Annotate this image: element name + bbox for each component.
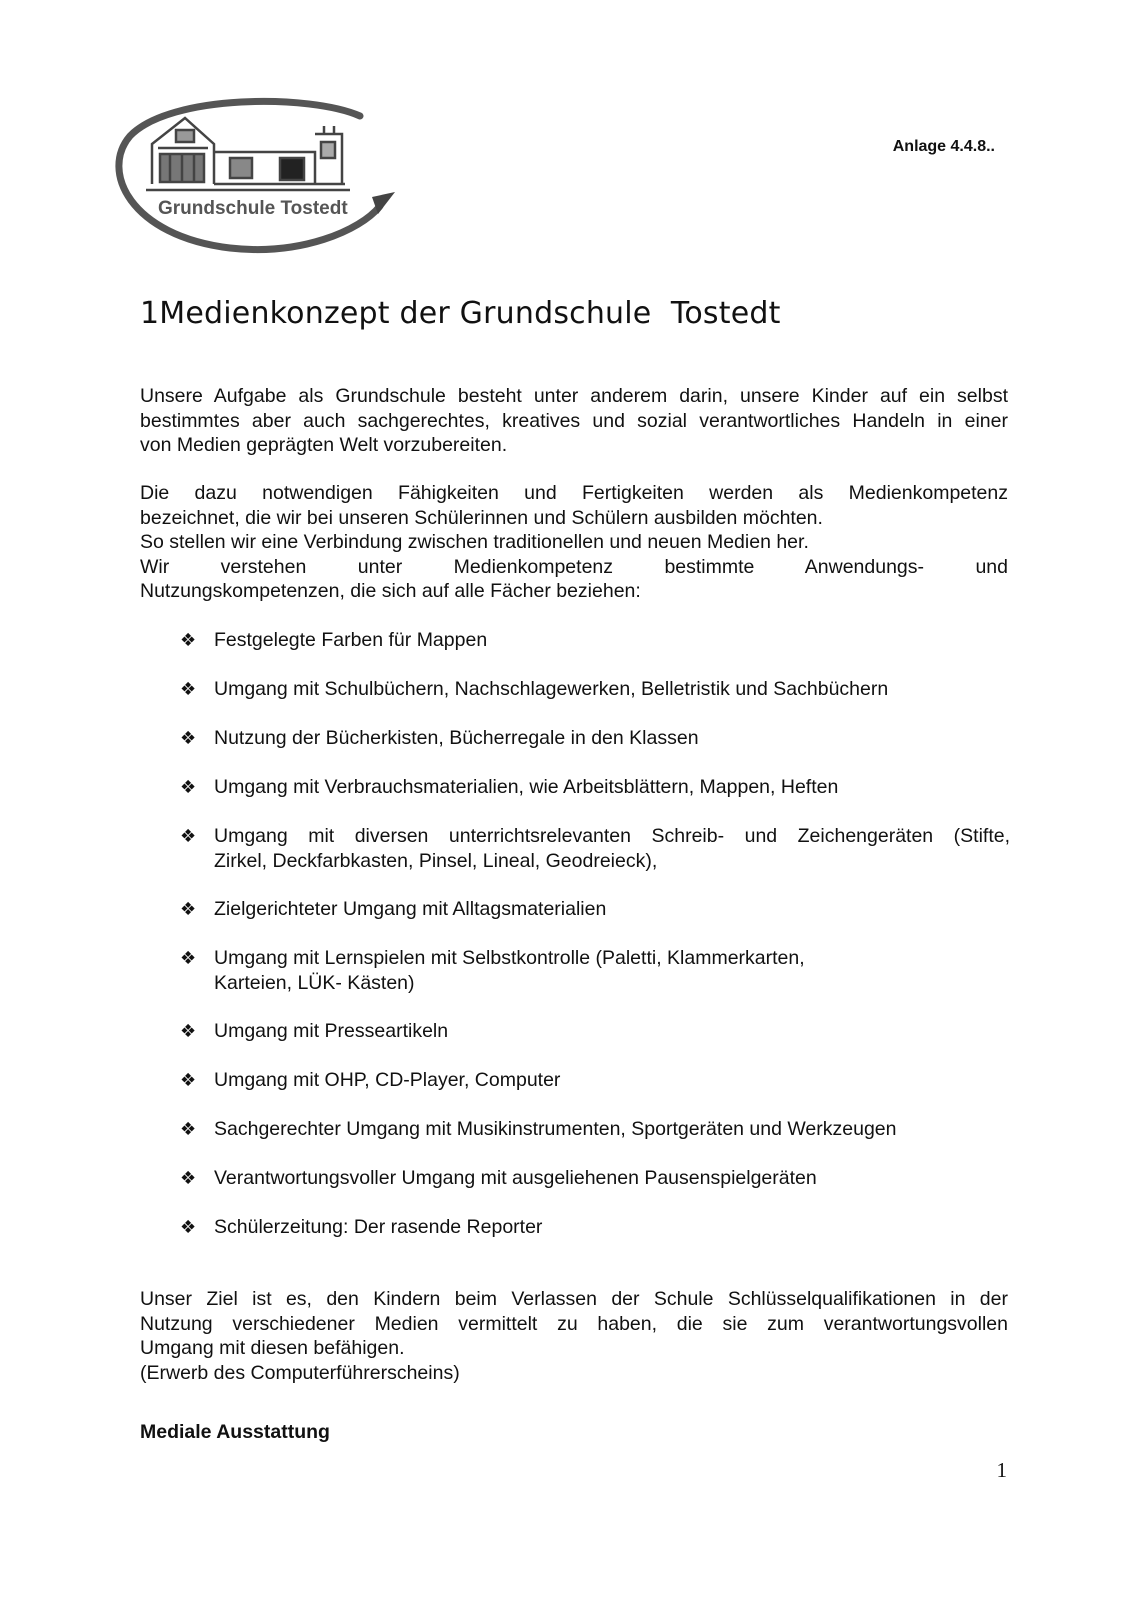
page-number: 1 bbox=[996, 1458, 1007, 1482]
school-logo bbox=[110, 96, 410, 266]
goal-paragraph bbox=[140, 1287, 1008, 1385]
paragraph-line: Die dazu notwendigen Fähigkeiten und Fertigkeiten werden als Medienkompetenz bbox=[140, 482, 1008, 504]
list-item-text: Nutzung der Bücherkisten, Bücherregale in den Klassen bbox=[214, 727, 699, 749]
diamond-bullet-icon: ❖ bbox=[180, 1168, 197, 1188]
diamond-bullet-icon: ❖ bbox=[180, 1070, 197, 1090]
attachment-label: Anlage 4.4.8.. bbox=[892, 138, 995, 155]
paragraph-line: Umgang mit diesen befähigen. bbox=[140, 1337, 405, 1359]
diamond-bullet-icon: ❖ bbox=[180, 948, 197, 968]
list-item-text: Schülerzeitung: Der rasende Reporter bbox=[214, 1216, 543, 1238]
paragraph-line: Unser Ziel ist es, den Kindern beim Verlassen der Schule Schlüsselqualifikationen in der bbox=[140, 1288, 1008, 1310]
school-building-logo-icon bbox=[110, 96, 410, 266]
paragraph-line: bezeichnet, die wir bei unseren Schülerinnen und Schülern ausbilden möchten. bbox=[140, 506, 823, 529]
paragraph-line: Nutzung verschiedener Medien vermittelt zu haben, die sie zum verantwortungsvollen bbox=[140, 1312, 1008, 1335]
diamond-bullet-icon: ❖ bbox=[180, 826, 197, 846]
list-item-text: Umgang mit Presseartikeln bbox=[214, 1020, 449, 1042]
paragraph-line: von Medien geprägten Welt vorzubereiten. bbox=[140, 434, 508, 456]
paragraph-line: So stellen wir eine Verbindung zwischen traditionellen und neuen Medien her. bbox=[140, 531, 809, 553]
diamond-bullet-icon: ❖ bbox=[180, 777, 197, 797]
diamond-bullet-icon: ❖ bbox=[180, 1217, 197, 1237]
list-item-text: Umgang mit Verbrauchsmaterialien, wie Arbeitsblättern, Mappen, Heften bbox=[214, 776, 839, 798]
diamond-bullet-icon: ❖ bbox=[180, 1021, 197, 1041]
list-item-text: Umgang mit OHP, CD-Player, Computer bbox=[214, 1069, 561, 1091]
intro-paragraph bbox=[140, 384, 1008, 458]
list-item-text: Festgelegte Farben für Mappen bbox=[214, 629, 488, 651]
list-item-text: Karteien, LÜK- Kästen) bbox=[214, 971, 415, 994]
list-item-text: Umgang mit Schulbüchern, Nachschlagewerken, Belletristik und Sachbüchern bbox=[214, 678, 889, 700]
diamond-bullet-icon: ❖ bbox=[180, 728, 197, 748]
diamond-bullet-icon: ❖ bbox=[180, 630, 197, 650]
list-item-text: Umgang mit Lernspielen mit Selbstkontrolle (Paletti, Klammerkarten, bbox=[214, 947, 805, 969]
list-item-text: Verantwortungsvoller Umgang mit ausgeliehenen Pausenspielgeräten bbox=[214, 1167, 817, 1189]
diamond-bullet-icon: ❖ bbox=[180, 1119, 197, 1139]
list-item-text: Umgang mit diversen unterrichtsrelevanten Schreib- und Zeichengeräten (Stifte, bbox=[214, 825, 1010, 847]
paragraph-line: bestimmtes aber auch sachgerechtes, kreatives und sozial verantwortliches Handeln in einer bbox=[140, 409, 1008, 432]
logo-text: Grundschule Tostedt bbox=[158, 198, 348, 219]
diamond-bullet-icon: ❖ bbox=[180, 899, 197, 919]
list-item-text: Sachgerechter Umgang mit Musikinstrumenten, Sportgeräten und Werkzeugen bbox=[214, 1118, 897, 1140]
section-heading: Mediale Ausstattung bbox=[140, 1421, 330, 1443]
list-item-text: Zirkel, Deckfarbkasten, Pinsel, Lineal, Geodreieck), bbox=[214, 849, 658, 872]
page-title: 1Medienkonzept der Grundschule Tostedt bbox=[140, 296, 781, 331]
list-item-text: Zielgerichteter Umgang mit Alltagsmaterialien bbox=[214, 898, 607, 920]
paragraph-line: Unsere Aufgabe als Grundschule besteht unter anderem darin, unsere Kinder auf ein selbst bbox=[140, 385, 1008, 407]
paragraph-line: Nutzungskompetenzen, die sich auf alle Fächer beziehen: bbox=[140, 580, 641, 602]
competence-paragraph bbox=[140, 481, 1008, 604]
paragraph-line: (Erwerb des Computerführerscheins) bbox=[140, 1361, 460, 1384]
diamond-bullet-icon: ❖ bbox=[180, 679, 197, 699]
paragraph-line: Wir verstehen unter Medienkompetenz bestimmte Anwendungs- und bbox=[140, 555, 1008, 578]
